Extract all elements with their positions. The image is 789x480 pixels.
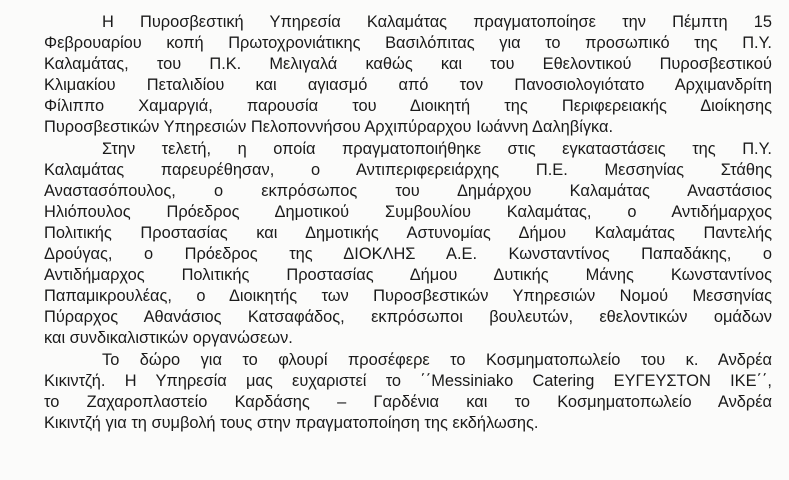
paragraph-line: Το δώρο για το φλουρί προσέφερε το Κοσμηματοπωλείο του κ. Ανδρέα xyxy=(102,350,772,369)
paragraph-line: Αντιδήμαρχος Πολιτικής Προστασίας Δήμου Δυτικής Μάνης Κωνσταντίνος xyxy=(44,266,772,285)
paragraph-line: Φίλιππο Χαμαργιά, παρουσία του Διοικητή της Περιφερειακής Διοίκησης xyxy=(44,97,772,116)
paragraph-line: Στην τελετή, η οποία πραγματοποιήθηκε στις εγκαταστάσεις της Π.Υ. xyxy=(102,139,772,158)
paragraph-line: Κλιμακίου Πεταλιδίου και αγιασμό από τον Πανοσιολογιότατο Αρχιμανδρίτη xyxy=(44,76,772,95)
paragraph-line: Φεβρουαρίου κοπή Πρωτοχρονιάτικης Βασιλόπιτας για το προσωπικό της Π.Υ. xyxy=(44,34,772,53)
paragraph-1 xyxy=(44,12,772,139)
document-body xyxy=(44,12,772,434)
paragraph-line: Η Πυροσβεστική Υπηρεσία Καλαμάτας πραγματοποίησε την Πέμπτη 15 xyxy=(102,13,772,31)
paragraph-line: Πυροσβεστικών Υπηρεσιών Πελοποννήσου Αρχιπύραρχου Ιωάννη Δαληβίγκα. xyxy=(44,118,614,137)
paragraph-line: Πολιτικής Προστασίας και Δημοτικής Αστυνομίας Δήμου Καλαμάτας Παντελής xyxy=(44,223,772,242)
paragraph-line: και συνδικαλιστικών οργανώσεων. xyxy=(44,329,293,348)
paragraph-line: το Ζαχαροπλαστείο Καρδάσης – Γαρδένια και το Κοσμηματοπωλείο Ανδρέα xyxy=(44,392,772,411)
paragraph-line: Δρούγας, ο Πρόεδρος της ΔΙΟΚΛΗΣ Α.Ε. Κωνσταντίνος Παπαδάκης, ο xyxy=(44,245,772,264)
paragraph-2 xyxy=(44,139,772,350)
paragraph-3 xyxy=(44,350,772,434)
paragraph-line: Ηλιόπουλος Πρόεδρος Δημοτικού Συμβουλίου Καλαμάτας, ο Αντιδήμαρχος xyxy=(44,202,772,221)
paragraph-line: Παπαμικρουλέας, ο Διοικητής των Πυροσβεστικών Υπηρεσιών Νομού Μεσσηνίας xyxy=(44,287,772,306)
paragraph-line: Πύραρχος Αθανάσιος Κατσαφάδος, εκπρόσωποι βουλευτών, εθελοντικών ομάδων xyxy=(44,308,772,327)
paragraph-line: Καλαμάτας παρευρέθησαν, ο Αντιπεριφερειάρχης Π.Ε. Μεσσηνίας Στάθης xyxy=(44,160,772,179)
paragraph-line: Αναστασόπουλος, ο εκπρόσωπος του Δημάρχου Καλαμάτας Αναστάσιος xyxy=(44,181,772,200)
paragraph-line: Κικιντζή για τη συμβολή τους στην πραγματοποίηση της εκδήλωσης. xyxy=(44,413,539,432)
paragraph-line: Κικιντζή. Η Υπηρεσία μας ευχαριστεί το ΄΄Messiniako Catering ΕΥΓΕΥΣΤΟΝ ΙΚΕ΄΄, xyxy=(44,371,772,390)
paragraph-line: Καλαμάτας, του Π.Κ. Μελιγαλά καθώς και του Εθελοντικού Πυροσβεστικού xyxy=(44,55,772,74)
